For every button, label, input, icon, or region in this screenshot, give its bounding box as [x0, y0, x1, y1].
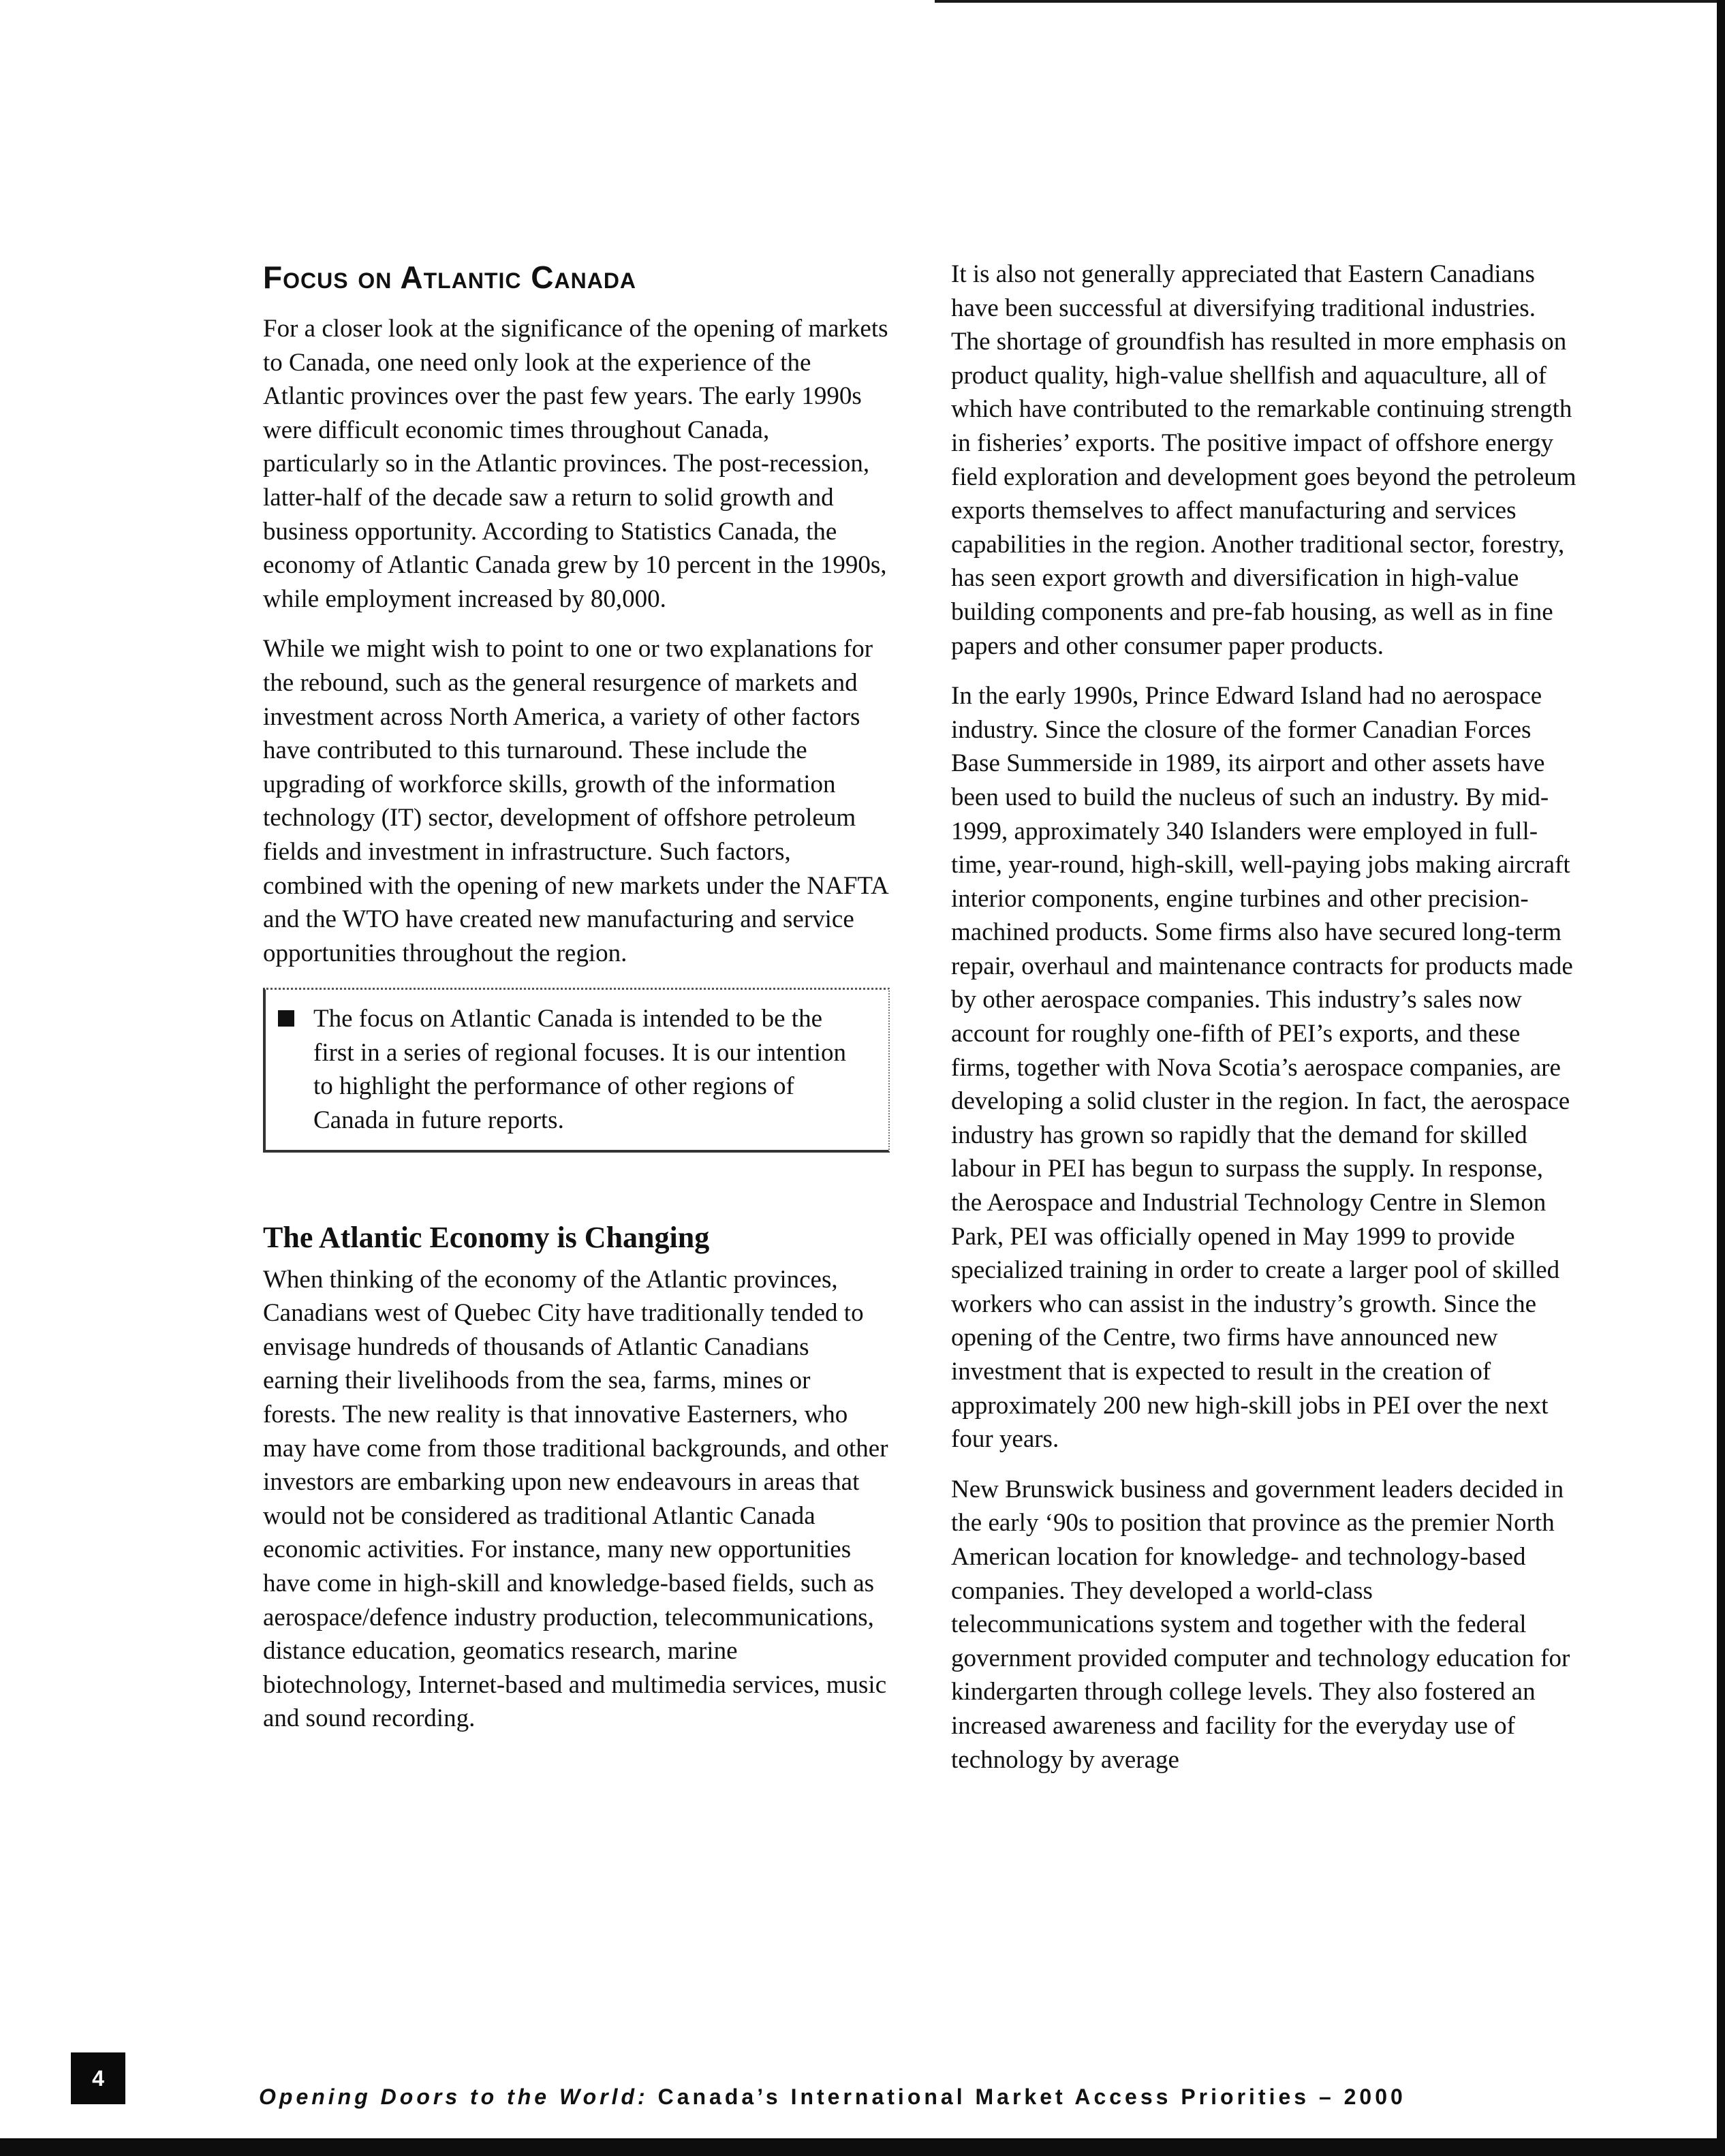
- running-footer: [259, 2084, 1608, 2110]
- right-column: [951, 257, 1578, 1793]
- paragraph: New Brunswick business and government leaders decided in the early ‘90s to position that province as the premier North American location for knowledge- and technology-based companies. They developed a world-class telecommunications system and together with the federal government provided computer and technology education for kindergarten through college levels. They also fostered an increased awareness and facility for the everyday use of technology by average: [951, 1475, 1570, 1774]
- footer-publication-subtitle: Canada’s International Market Access Priorities – 2000: [648, 2084, 1406, 2109]
- scan-edge-right: [1717, 0, 1725, 2156]
- paragraph: It is also not generally appreciated that Eastern Canadians have been successful at diversifying traditional industries. The shortage of groundfish has resulted in more emphasis on product quality, high-value shellfish and aquaculture, all of which have contributed to the remarkable continuing strength in fisheries’ exports. The positive impact of offshore energy field exploration and development goes beyond the petroleum exports themselves to affect manufacturing and services capabilities in the region. Another traditional sector, forestry, has seen export growth and diversification in high-value building components and pre-fab housing, as well as in fine papers and other consumer paper products.: [951, 260, 1576, 660]
- paragraph: While we might wish to point to one or two explanations for the rebound, such as the general resurgence of markets and investment across North America, a variety of other factors have contributed to this turnaround. These include the upgrading of workforce skills, growth of the information technology (IT) sector, development of offshore petroleum fields and investment in infrastructure. Such factors, combined with the opening of new markets under the NAFTA and the WTO have created new manufacturing and service opportunities throughout the region.: [263, 635, 888, 967]
- square-bullet-icon: [278, 1010, 294, 1027]
- footer-publication-title: Opening Doors to the World:: [259, 2084, 649, 2109]
- scan-edge-bottom: [0, 2138, 1725, 2156]
- section-title-economy: The Atlantic Economy is Changing: [263, 1220, 710, 1254]
- callout-box: [263, 988, 890, 1152]
- section-title-focus: Focus on Atlantic Canada: [263, 260, 637, 295]
- scan-edge-top: [935, 0, 1725, 3]
- paragraph: In the early 1990s, Prince Edward Island had no aerospace industry. Since the closure of the former Canadian Forces Base Summerside in 1989, its airport and other assets have been used to build the nucleus of such an industry. By mid-1999, approximately 340 Islanders were employed in full-time, year-round, high-skill, well-paying jobs making aircraft interior components, engine turbines and other precision-machined products. Some firms also have secured long-term repair, overhaul and maintenance contracts for products made by other aerospace companies. This industry’s sales now account for roughly one-fifth of PEI’s exports, and these firms, together with Nova Scotia’s aerospace companies, are developing a solid cluster in the region. In fact, the aerospace industry has grown so rapidly that the demand for skilled labour in PEI has begun to surpass the supply. In response, the Aerospace and Industrial Technology Centre in Slemon Park, PEI was officially opened in May 1999 to provide specialized training in order to create a larger pool of skilled workers who can assist in the industry’s growth. Since the opening of the Centre, two firms have announced new investment that is expected to result in the creation of approximately 200 new high-skill jobs in PEI over the next four years.: [951, 682, 1573, 1454]
- left-column: [263, 257, 890, 1752]
- paragraph: For a closer look at the significance of the opening of markets to Canada, one need only look at the experience of the Atlantic provinces over the past few years. The early 1990s were difficult economic times throughout Canada, particularly so in the Atlantic provinces. The post-recession, latter-half of the decade saw a return to solid growth and business opportunity. According to Statistics Canada, the economy of Atlantic Canada grew by 10 percent in the 1990s, while employment increased by 80,000.: [263, 315, 888, 613]
- callout-text: The focus on Atlantic Canada is intended to be the first in a series of regional focuses. It is our intention to highlight the performance of other regions of Canada in future reports.: [313, 1005, 846, 1135]
- callout-content: [278, 1002, 850, 1137]
- paragraph: When thinking of the economy of the Atlantic provinces, Canadians west of Quebec City have traditionally tended to envisage hundreds of thousands of Atlantic Canadians earning their livelihoods from the sea, farms, mines or forests. The new reality is that innovative Easterners, who may have come from those traditional backgrounds, and other investors are embarking upon new endeavours in areas that would not be considered as traditional Atlantic Canada economic activities. For instance, many new opportunities have come in high-skill and knowledge-based fields, such as aerospace/defence industry production, telecommunications, distance education, geomatics research, marine biotechnology, Internet-based and multimedia services, music and sound recording.: [263, 1265, 888, 1733]
- page-number: 4: [71, 2052, 125, 2104]
